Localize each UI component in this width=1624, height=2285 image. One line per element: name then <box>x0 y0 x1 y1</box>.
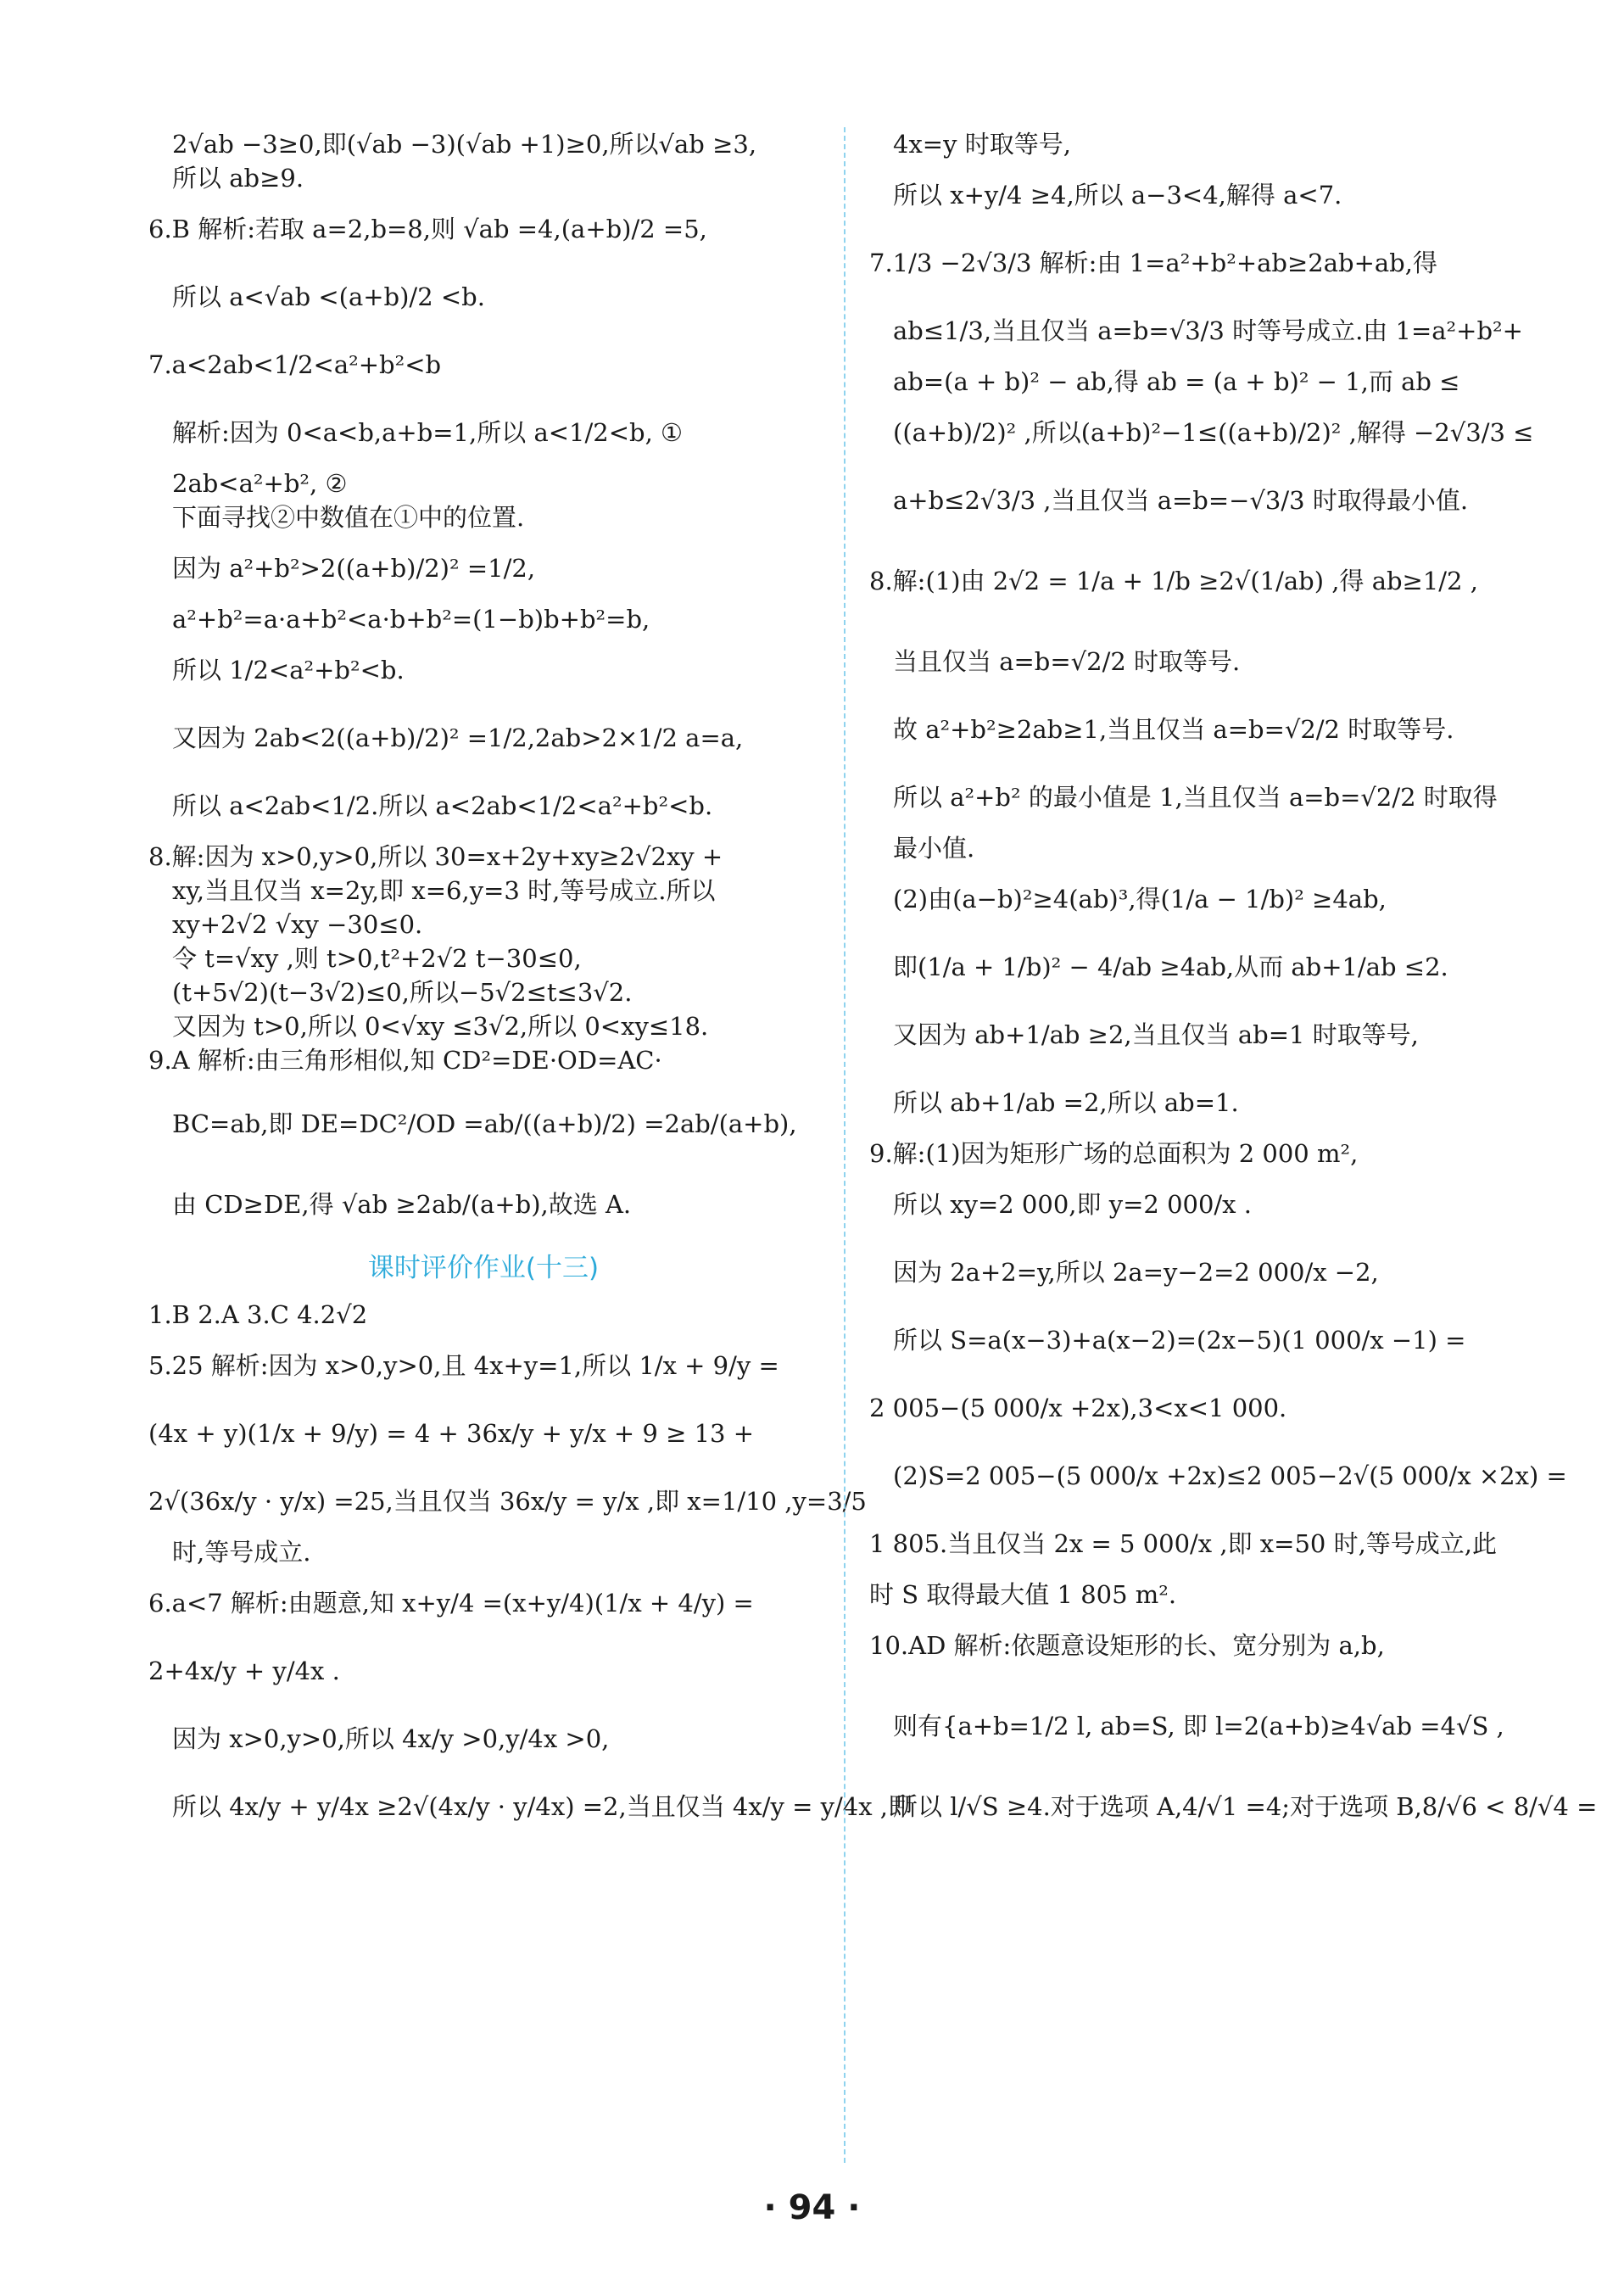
text-line: a²+b²=a·a+b²<a·b+b²=(1−b)b+b²=b, <box>172 605 650 634</box>
text-line: 所以 a<√ab <(a+b)/2 <b. <box>172 282 485 311</box>
section-title: 课时评价作业(十三) <box>367 1253 600 1283</box>
answer-line: 10.AD 解析:依题意设矩形的长、宽分别为 a,b, <box>869 1631 1385 1660</box>
text-line: (t+5√2)(t−3√2)≤0,所以−5√2≤t≤3√2. <box>172 978 633 1007</box>
text-line: 2+4x/y + y/4x . <box>148 1656 340 1685</box>
answer-line: 7.a<2ab<1/2<a²+b²<b <box>148 350 442 379</box>
text-line: a+b≤2√3/3 ,当且仅当 a=b=−√3/3 时取得最小值. <box>893 486 1469 515</box>
text-line: 时,等号成立. <box>172 1538 311 1567</box>
text-line: 又因为 ab+1/ab ≥2,当且仅当 ab=1 时取等号, <box>893 1020 1419 1049</box>
right-column <box>869 127 1598 1841</box>
text-line: 则有{a+b=1/2 l, ab=S, 即 l=2(a+b)≥4√ab =4√S , <box>893 1712 1504 1740</box>
text-line: 解析:因为 0<a<b,a+b=1,所以 a<1/2<b, ① <box>172 418 684 447</box>
answer-line: 9.解:(1)因为矩形广场的总面积为 2 000 m², <box>869 1139 1359 1168</box>
text-line: 即(1/a + 1/b)² − 4/ab ≥4ab,从而 ab+1/ab ≤2. <box>893 953 1448 981</box>
answer-line: 6.B 解析:若取 a=2,b=8,则 √ab =4,(a+b)/2 =5, <box>148 215 707 243</box>
text-line: 1 805.当且仅当 2x = 5 000/x ,即 x=50 时,等号成立,此 <box>869 1529 1498 1558</box>
text-line: 故 a²+b²≥2ab≥1,当且仅当 a=b=√2/2 时取等号. <box>893 715 1454 744</box>
text-line: 所以 xy=2 000,即 y=2 000/x . <box>893 1190 1252 1219</box>
text-line: 所以 a²+b² 的最小值是 1,当且仅当 a=b=√2/2 时取得 <box>893 783 1498 812</box>
text-line: 令 t=√xy ,则 t>0,t²+2√2 t−30≤0, <box>172 944 582 973</box>
text-line: xy,当且仅当 x=2y,即 x=6,y=3 时,等号成立.所以 <box>172 876 716 905</box>
text-line: 所以 x+y/4 ≥4,所以 a−3<4,解得 a<7. <box>893 181 1342 210</box>
text-line: 因为 a²+b²>2((a+b)/2)² =1/2, <box>172 554 536 583</box>
text-line: 2√ab −3≥0,即(√ab −3)(√ab +1)≥0,所以√ab ≥3, <box>172 130 757 159</box>
text-line: 2√(36x/y · y/x) =25,当且仅当 36x/y = y/x ,即 x=1/10 ,y=3/5 <box>148 1487 867 1516</box>
text-line: (4x + y)(1/x + 9/y) = 4 + 36x/y + y/x + 9 ≥ 13 + <box>148 1419 755 1448</box>
text-line: 所以 a<2ab<1/2.所以 a<2ab<1/2<a²+b²<b. <box>172 791 713 820</box>
answer-line: 8.解:(1)由 2√2 = 1/a + 1/b ≥2√(1/ab) ,得 ab≥1/2 , <box>869 567 1478 595</box>
left-column <box>148 127 913 1841</box>
text-line: 2 005−(5 000/x +2x),3<x<1 000. <box>869 1394 1287 1422</box>
text-line: 所以 l/√S ≥4.对于选项 A,4/√1 =4;对于选项 B,8/√6 < 8/√4 = <box>893 1792 1598 1821</box>
text-line: 下面寻找②中数值在①中的位置. <box>172 503 525 532</box>
text-line: 时 S 取得最大值 1 805 m². <box>869 1580 1177 1609</box>
text-line: 因为 2a+2=y,所以 2a=y−2=2 000/x −2, <box>893 1258 1379 1287</box>
text-line: xy+2√2 √xy −30≤0. <box>172 910 423 939</box>
text-line: 又因为 2ab<2((a+b)/2)² =1/2,2ab>2×1/2 a=a, <box>172 723 744 752</box>
text-line: (2)由(a−b)²≥4(ab)³,得(1/a − 1/b)² ≥4ab, <box>893 885 1387 913</box>
answer-line: 1.B 2.A 3.C 4.2√2 <box>148 1300 368 1329</box>
text-line: 4x=y 时取等号, <box>893 130 1071 159</box>
text-line: ((a+b)/2)² ,所以(a+b)²−1≤((a+b)/2)² ,解得 −2√3/3 ≤ <box>893 418 1534 447</box>
text-line: (2)S=2 005−(5 000/x +2x)≤2 005−2√(5 000/x ×2x) = <box>893 1461 1567 1490</box>
page-number: · 94 · <box>763 2188 861 2227</box>
text-line: 2ab<a²+b², ② <box>172 469 348 498</box>
answer-line: 6.a<7 解析:由题意,知 x+y/4 =(x+y/4)(1/x + 4/y) = <box>148 1589 754 1617</box>
text-line: 所以 4x/y + y/4x ≥2√(4x/y · y/4x) =2,当且仅当 4x/y = y/4x ,即 <box>172 1792 913 1821</box>
text-line: ab≤1/3,当且仅当 a=b=√3/3 时等号成立.由 1=a²+b²+ <box>893 316 1523 345</box>
text-line: 所以 S=a(x−3)+a(x−2)=(2x−5)(1 000/x −1) = <box>893 1326 1466 1355</box>
text-line: 最小值. <box>893 834 975 863</box>
text-line: 当且仅当 a=b=√2/2 时取等号. <box>893 647 1241 676</box>
answer-line: 7.1/3 −2√3/3 解析:由 1=a²+b²+ab≥2ab+ab,得 <box>869 249 1437 277</box>
text-line: BC=ab,即 DE=DC²/OD =ab/((a+b)/2) =2ab/(a+b), <box>172 1109 797 1138</box>
text-line: 所以 ab≥9. <box>172 164 304 193</box>
answer-line: 5.25 解析:因为 x>0,y>0,且 4x+y=1,所以 1/x + 9/y = <box>148 1351 779 1380</box>
text-line: 所以 ab+1/ab =2,所以 ab=1. <box>893 1088 1239 1117</box>
answer-line: 9.A 解析:由三角形相似,知 CD²=DE·OD=AC· <box>148 1046 662 1075</box>
text-line: 因为 x>0,y>0,所以 4x/y >0,y/4x >0, <box>172 1724 610 1753</box>
text-line: 又因为 t>0,所以 0<√xy ≤3√2,所以 0<xy≤18. <box>172 1012 709 1041</box>
text-line: 所以 1/2<a²+b²<b. <box>172 656 405 684</box>
answer-line: 8.解:因为 x>0,y>0,所以 30=x+2y+xy≥2√2xy + <box>148 842 723 871</box>
column-divider <box>844 127 845 2163</box>
text-line: ab=(a + b)² − ab,得 ab = (a + b)² − 1,而 ab ≤ <box>893 367 1460 396</box>
text-line: 由 CD≥DE,得 √ab ≥2ab/(a+b),故选 A. <box>172 1190 632 1219</box>
